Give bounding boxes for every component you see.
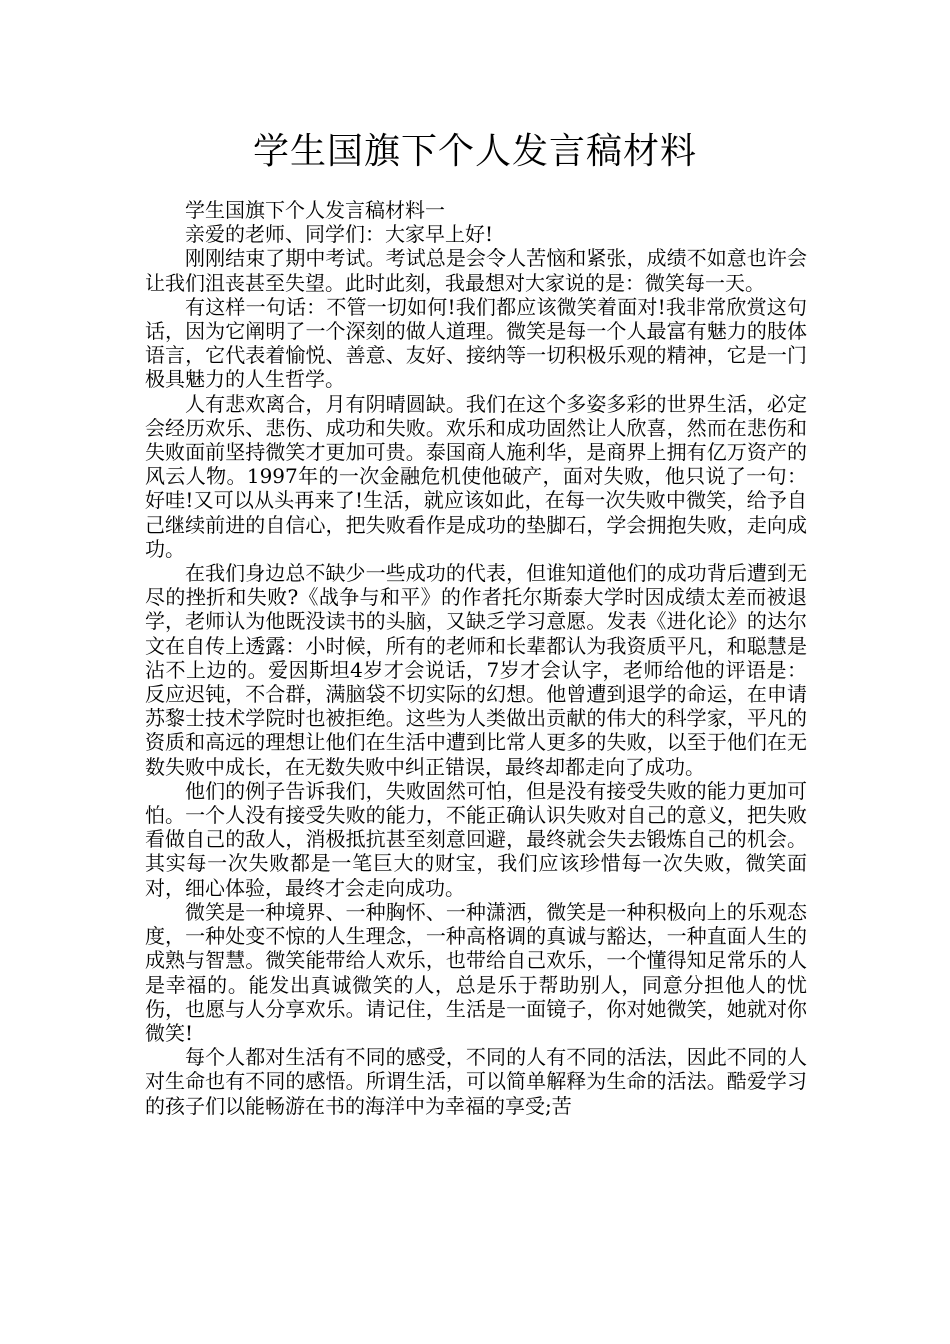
paragraph-greeting: 亲爱的老师、同学们：大家早上好! <box>185 222 494 247</box>
paragraph: 微笑是一种境界、一种胸怀、一种潇洒，微笑是一种积极向上的乐观态度，一种处变不惊的人生理念，一种高格调的真诚与豁达，一种直面人生的成熟与智慧。微笑能带给人欢乐，也带给自己欢乐，一个懂得知足常乐的人是幸福的。能发出真诚微笑的人，总是乐于帮助别人，同意分担他人的忧伤，也愿与人分享欢乐。请记住，生活是一面镜子，你对她微笑，她就对你微笑! <box>145 899 807 1045</box>
paragraph: 有这样一句话：不管一切如何!我们都应该微笑着面对!我非常欣赏这句话，因为它阐明了一个深刻的做人道理。微笑是每一个人最富有魅力的肢体语言，它代表着愉悦、善意、友好、接纳等一切积极乐观的精神，它是一门极具魅力的人生哲学。 <box>145 294 807 392</box>
paragraph: 他们的例子告诉我们，失败固然可怕，但是没有接受失败的能力更加可怕。一个人没有接受失败的能力，不能正确认识失败对自己的意义，把失败看做自己的敌人，消极抵抗甚至刻意回避，最终就会失去锻炼自己的机会。其实每一次失败都是一笔巨大的财宝，我们应该珍惜每一次失败，微笑面对，细心体验，最终才会走向成功。 <box>145 778 807 900</box>
paragraph: 在我们身边总不缺少一些成功的代表，但谁知道他们的成功背后遭到无尽的挫折和失败?《战争与和平》的作者托尔斯泰大学时因成绩太差而被退学，老师认为他既没读书的头脑，又缺乏学习意愿。发表《进化论》的达尔文在自传上透露：小时候，所有的老师和长辈都认为我资质平凡，和聪慧是沾不上边的。爱因斯坦4岁才会说话，7岁才会认字，老师给他的评语是：反应迟钝，不合群，满脑袋不切实际的幻想。他曾遭到退学的命运，在申请苏黎士技术学院时也被拒绝。这些为人类做出贡献的伟大的科学家，平凡的资质和高远的理想让他们在生活中遭到比常人更多的失败，以至于他们在无数失败中成长，在无数失败中纠正错误，最终却都走向了成功。 <box>145 561 807 779</box>
paragraph-subtitle: 学生国旗下个人发言稿材料一 <box>185 198 445 222</box>
paragraph: 人有悲欢离合，月有阴晴圆缺。我们在这个多姿多彩的世界生活，必定会经历欢乐、悲伤、成功和失败。欢乐和成功固然让人欣喜，然而在悲伤和失败面前坚持微笑才更加可贵。泰国商人施利华，是商界上拥有亿万资产的风云人物。1997年的一次金融危机使他破产，面对失败，他只说了一句：好哇!又可以从头再来了!生活，就应该如此，在每一次失败中微笑，给予自己继续前进的自信心，把失败看作是成功的垫脚石，学会拥抱失败，走向成功。 <box>145 391 807 561</box>
paragraph: 每个人都对生活有不同的感受，不同的人有不同的活法，因此不同的人对生命也有不同的感悟。所谓生活，可以简单解释为生命的活法。酷爱学习的孩子们以能畅游在书的海洋中为幸福的享受;苦 <box>145 1045 807 1118</box>
document-body <box>145 198 807 1118</box>
document-title: 学生国旗下个人发言稿材料 <box>252 131 697 172</box>
paragraph: 刚刚结束了期中考试。考试总是会令人苦恼和紧张，成绩不如意也许会让我们沮丧甚至失望。此时此刻，我最想对大家说的是：微笑每一天。 <box>145 246 807 295</box>
